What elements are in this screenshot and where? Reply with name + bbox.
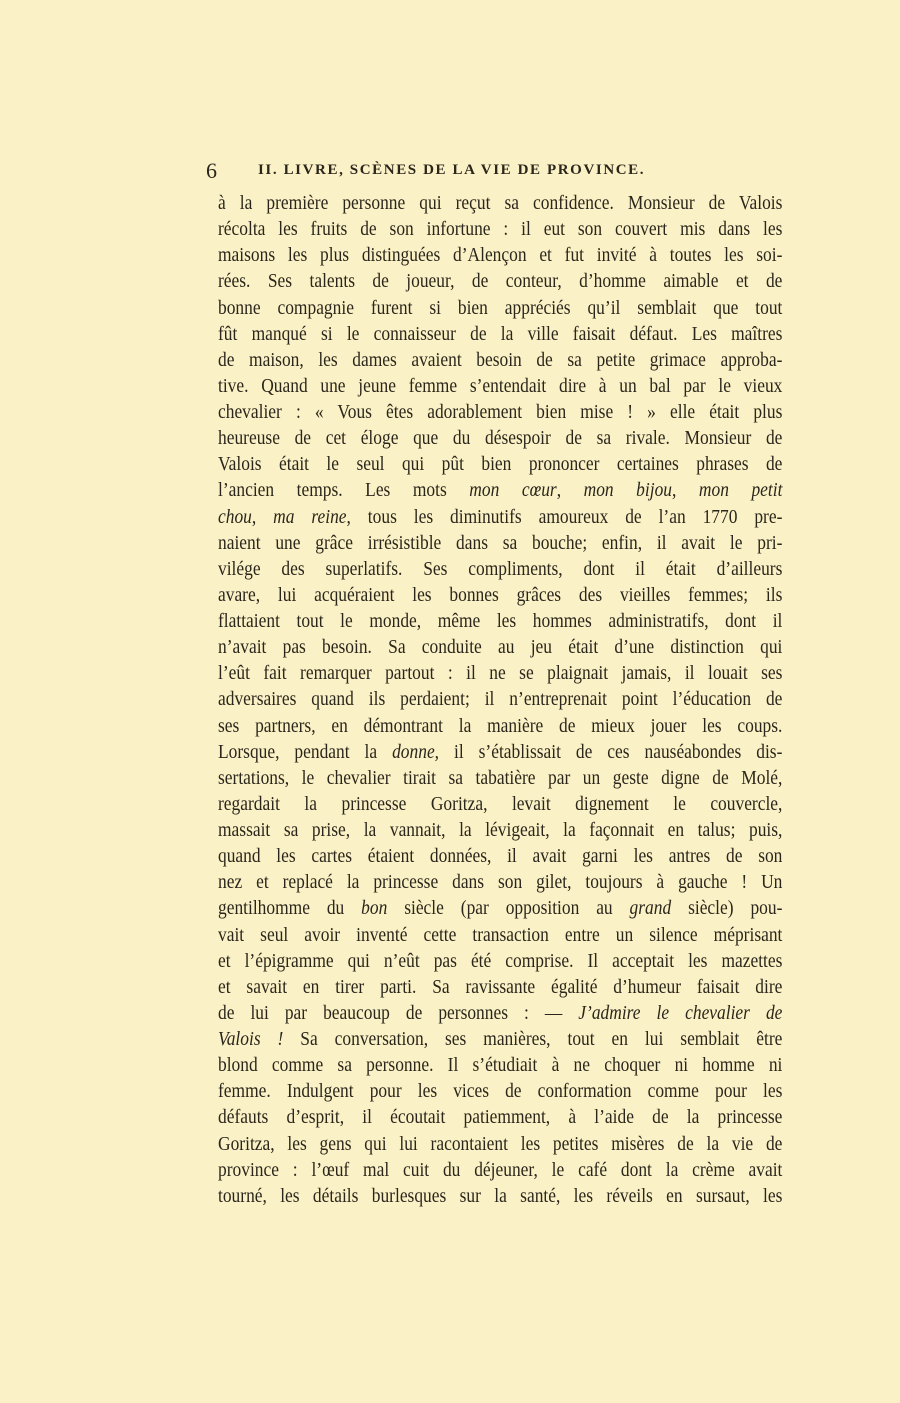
text-segment: adversaires quand ils perdaient; il n’entreprenait point l’éducation de [218,688,783,711]
text-line [218,268,782,294]
text-segment: sertations, le chevalier tirait sa tabatière par un geste digne de Molé, [218,766,783,789]
italic-text: mon cœur [469,479,557,502]
text-line [218,242,782,268]
text-line [218,660,782,686]
text-line [218,530,782,556]
text-segment: regardait la princesse Goritza, levait dignement le couvercle, [218,792,783,815]
text-line [218,373,782,399]
italic-text: donne, [392,740,440,763]
text-segment: vilége des superlatifs. Ses compliments, dont il était d’ailleurs [218,557,783,580]
text-segment: Goritza, les gens qui lui racontaient les petites misères de la vie de [218,1132,783,1155]
text-segment: fût manqué si le connaisseur de la ville faisait défaut. Les maîtres [218,322,783,345]
text-segment: province : l’œuf mal cuit du déjeuner, le café dont la crème avait [218,1158,783,1181]
italic-text: ma reine [273,505,347,528]
italic-text: Valois ! [218,1028,284,1050]
italic-text: mon bijou [583,479,672,502]
text-segment: et l’épigramme qui n’eût pas été comprise. Il acceptait les mazettes [218,949,783,972]
text-segment: récolta les fruits de son infortune : il eut son couvert mis dans les [218,218,783,241]
text-segment: tourné, les détails burlesques sur la santé, les réveils en sursaut, les [218,1184,783,1207]
italic-text: J’admire le chevalier de [578,1001,783,1024]
text-segment: avare, lui acquéraient les bonnes grâces des vieilles femmes; ils [218,583,783,606]
italic-text: grand [629,897,672,920]
italic-text: bon [361,897,388,920]
text-line [218,1183,782,1209]
text-line [218,895,782,921]
text-segment: , [671,479,699,502]
text-line [218,190,782,216]
text-segment: heureuse de cet éloge que du désespoir de sa rivale. Monsieur de [218,427,783,450]
text-segment: bonne compagnie furent si bien appréciés qu’il semblait que tout [218,296,783,319]
text-line [218,686,782,712]
text-segment: chevalier : « Vous êtes adorablement bien mise ! » elle était plus [218,401,783,423]
text-line [218,791,782,817]
text-line [218,765,782,791]
text-line [218,974,782,1000]
text-line [218,1026,782,1052]
text-line [218,321,782,347]
text-line [218,817,782,843]
text-line [218,451,782,477]
text-line [218,1052,782,1078]
text-segment: massait sa prise, la vannait, la lévigeait, la façonnait en talus; puis, [218,819,783,841]
text-line [218,1000,782,1026]
text-segment: de lui par beaucoup de personnes : — [218,1001,579,1024]
text-line [218,399,782,425]
text-segment: siècle) pou- [671,897,783,920]
running-head: II. LIVRE, SCÈNES DE LA VIE DE PROVINCE. [258,162,646,178]
text-line [218,843,782,869]
text-line [218,608,782,634]
text-line [218,634,782,660]
text-segment: nez et replacé la princesse dans son gilet, toujours à gauche ! Un [218,871,783,894]
text-segment: siècle (par opposition au [387,897,630,920]
text-line [218,713,782,739]
text-line [218,504,782,530]
text-line [218,1131,782,1157]
text-line [218,1104,782,1130]
text-line [218,1157,782,1183]
text-segment: Sa conversation, ses manières, tout en lui semblait être [283,1028,783,1050]
text-segment: maisons les plus distinguées d’Alençon et fut invité à toutes les soi- [218,244,783,267]
text-segment: ses partners, en démontrant la manière de mieux jouer les coups. [218,714,783,737]
text-segment: quand les cartes étaient données, il avait garni les antres de son [218,845,783,868]
text-line [218,582,782,608]
text-line [218,739,782,765]
text-segment: naient une grâce irrésistible dans sa bouche; enfin, il avait le pri- [218,531,783,554]
text-segment: femme. Indulgent pour les vices de conformation comme pour les [218,1080,783,1103]
text-line [218,425,782,451]
text-segment: rées. Ses talents de joueur, de conteur, d’homme aimable et de [218,270,783,293]
text-segment: , tous les diminutifs amoureux de l’an 1770 pre- [346,505,783,528]
text-segment: de maison, les dames avaient besoin de sa petite grimace approba- [218,348,783,371]
text-segment: , [556,479,584,502]
text-segment: n’avait pas besoin. Sa conduite au jeu était d’une distinction qui [218,636,783,659]
text-segment: gentilhomme du [218,897,362,920]
text-segment: flattaient tout le monde, même les hommes administratifs, dont il [218,610,783,632]
text-line [218,869,782,895]
text-segment: blond comme sa personne. Il s’étudiait à ne choquer ni homme ni [218,1054,783,1077]
text-segment: Valois était le seul qui pût bien prononcer certaines phrases de [218,453,783,476]
text-segment: et savait en tirer parti. Sa ravissante égalité d’humeur faisait dire [218,975,783,998]
italic-text: chou [218,505,252,528]
text-line [218,295,782,321]
text-segment: vait seul avoir inventé cette transaction entre un silence méprisant [218,923,783,946]
text-segment: à la première personne qui reçut sa confidence. Monsieur de Valois [218,192,783,214]
text-segment: l’ancien temps. Les mots [218,479,470,502]
text-segment: défauts d’esprit, il écoutait patiemment, à l’aide de la princesse [218,1106,783,1129]
text-line [218,948,782,974]
text-segment: tive. Quand une jeune femme s’entendait dire à un bal par le vieux [218,374,783,397]
text-line [218,216,782,242]
text-line [218,556,782,582]
text-line [218,922,782,948]
italic-text: mon petit [698,479,783,502]
text-segment: il s’établissait de ces nauséabondes dis- [439,740,783,763]
text-segment: Lorsque, pendant la [218,740,393,763]
text-segment: l’eût fait remarquer partout : il ne se plaignait jamais, il louait ses [218,662,783,685]
text-line [218,1078,782,1104]
page-number: 6 [206,158,217,183]
text-segment: , [251,505,274,528]
body-text [218,190,782,1209]
text-line [218,347,782,373]
text-line [218,477,782,503]
